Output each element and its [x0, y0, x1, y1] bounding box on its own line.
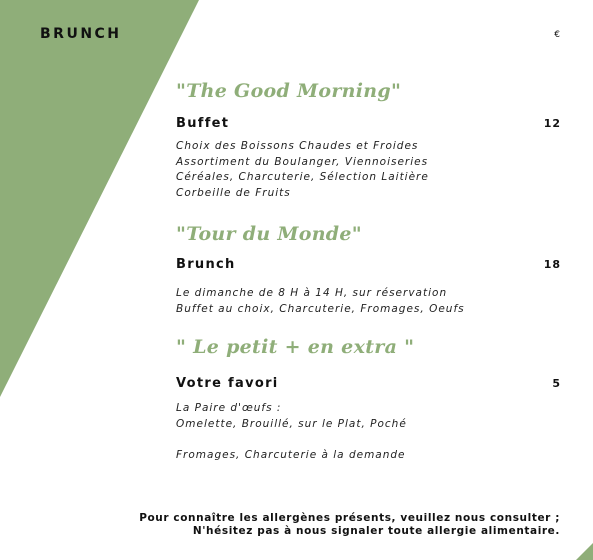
section-heading-extra: " Le petit + en extra "	[176, 336, 415, 358]
description-line: Le dimanche de 8 H à 14 H, sur réservation	[176, 287, 448, 299]
description-line: Buffet au choix, Charcuterie, Fromages, Oeufs	[176, 302, 465, 315]
item-description-brunch	[176, 286, 465, 317]
item-description-buffet	[176, 139, 429, 201]
currency-symbol: €	[554, 30, 560, 40]
item-price-buffet: 12	[543, 117, 561, 130]
item-name-buffet: Buffet	[176, 116, 230, 131]
description-line: Assortiment du Boulanger, Viennoiseries	[176, 155, 429, 168]
item-name-votre-favori: Votre favori	[176, 376, 279, 391]
item-description-votre-favori	[176, 401, 407, 463]
section-heading-good-morning: "The Good Morning"	[176, 80, 402, 102]
page-title: BRUNCH	[40, 26, 122, 42]
description-line: Céréales, Charcuterie, Sélection Laitière	[176, 171, 429, 183]
description-line: La Paire d'œufs :	[176, 402, 282, 414]
item-price-brunch: 18	[543, 258, 561, 271]
allergen-notice	[139, 512, 560, 538]
description-line: Fromages, Charcuterie à la demande	[176, 448, 406, 461]
corner-accent	[576, 543, 593, 560]
description-line: Omelette, Brouillé, sur le Plat, Poché	[176, 417, 407, 430]
item-price-votre-favori: 5	[552, 377, 561, 390]
description-line: Choix des Boissons Chaudes et Froides	[176, 140, 419, 152]
allergen-notice-line: Pour connaître les allergènes présents, veuillez nous consulter ;	[139, 512, 560, 524]
description-line: Corbeille de Fruits	[176, 186, 291, 199]
section-heading-tour-du-monde: "Tour du Monde"	[176, 223, 362, 245]
allergen-notice-line: N'hésitez pas à nous signaler toute allergie alimentaire.	[192, 525, 560, 537]
item-name-brunch: Brunch	[176, 257, 236, 272]
